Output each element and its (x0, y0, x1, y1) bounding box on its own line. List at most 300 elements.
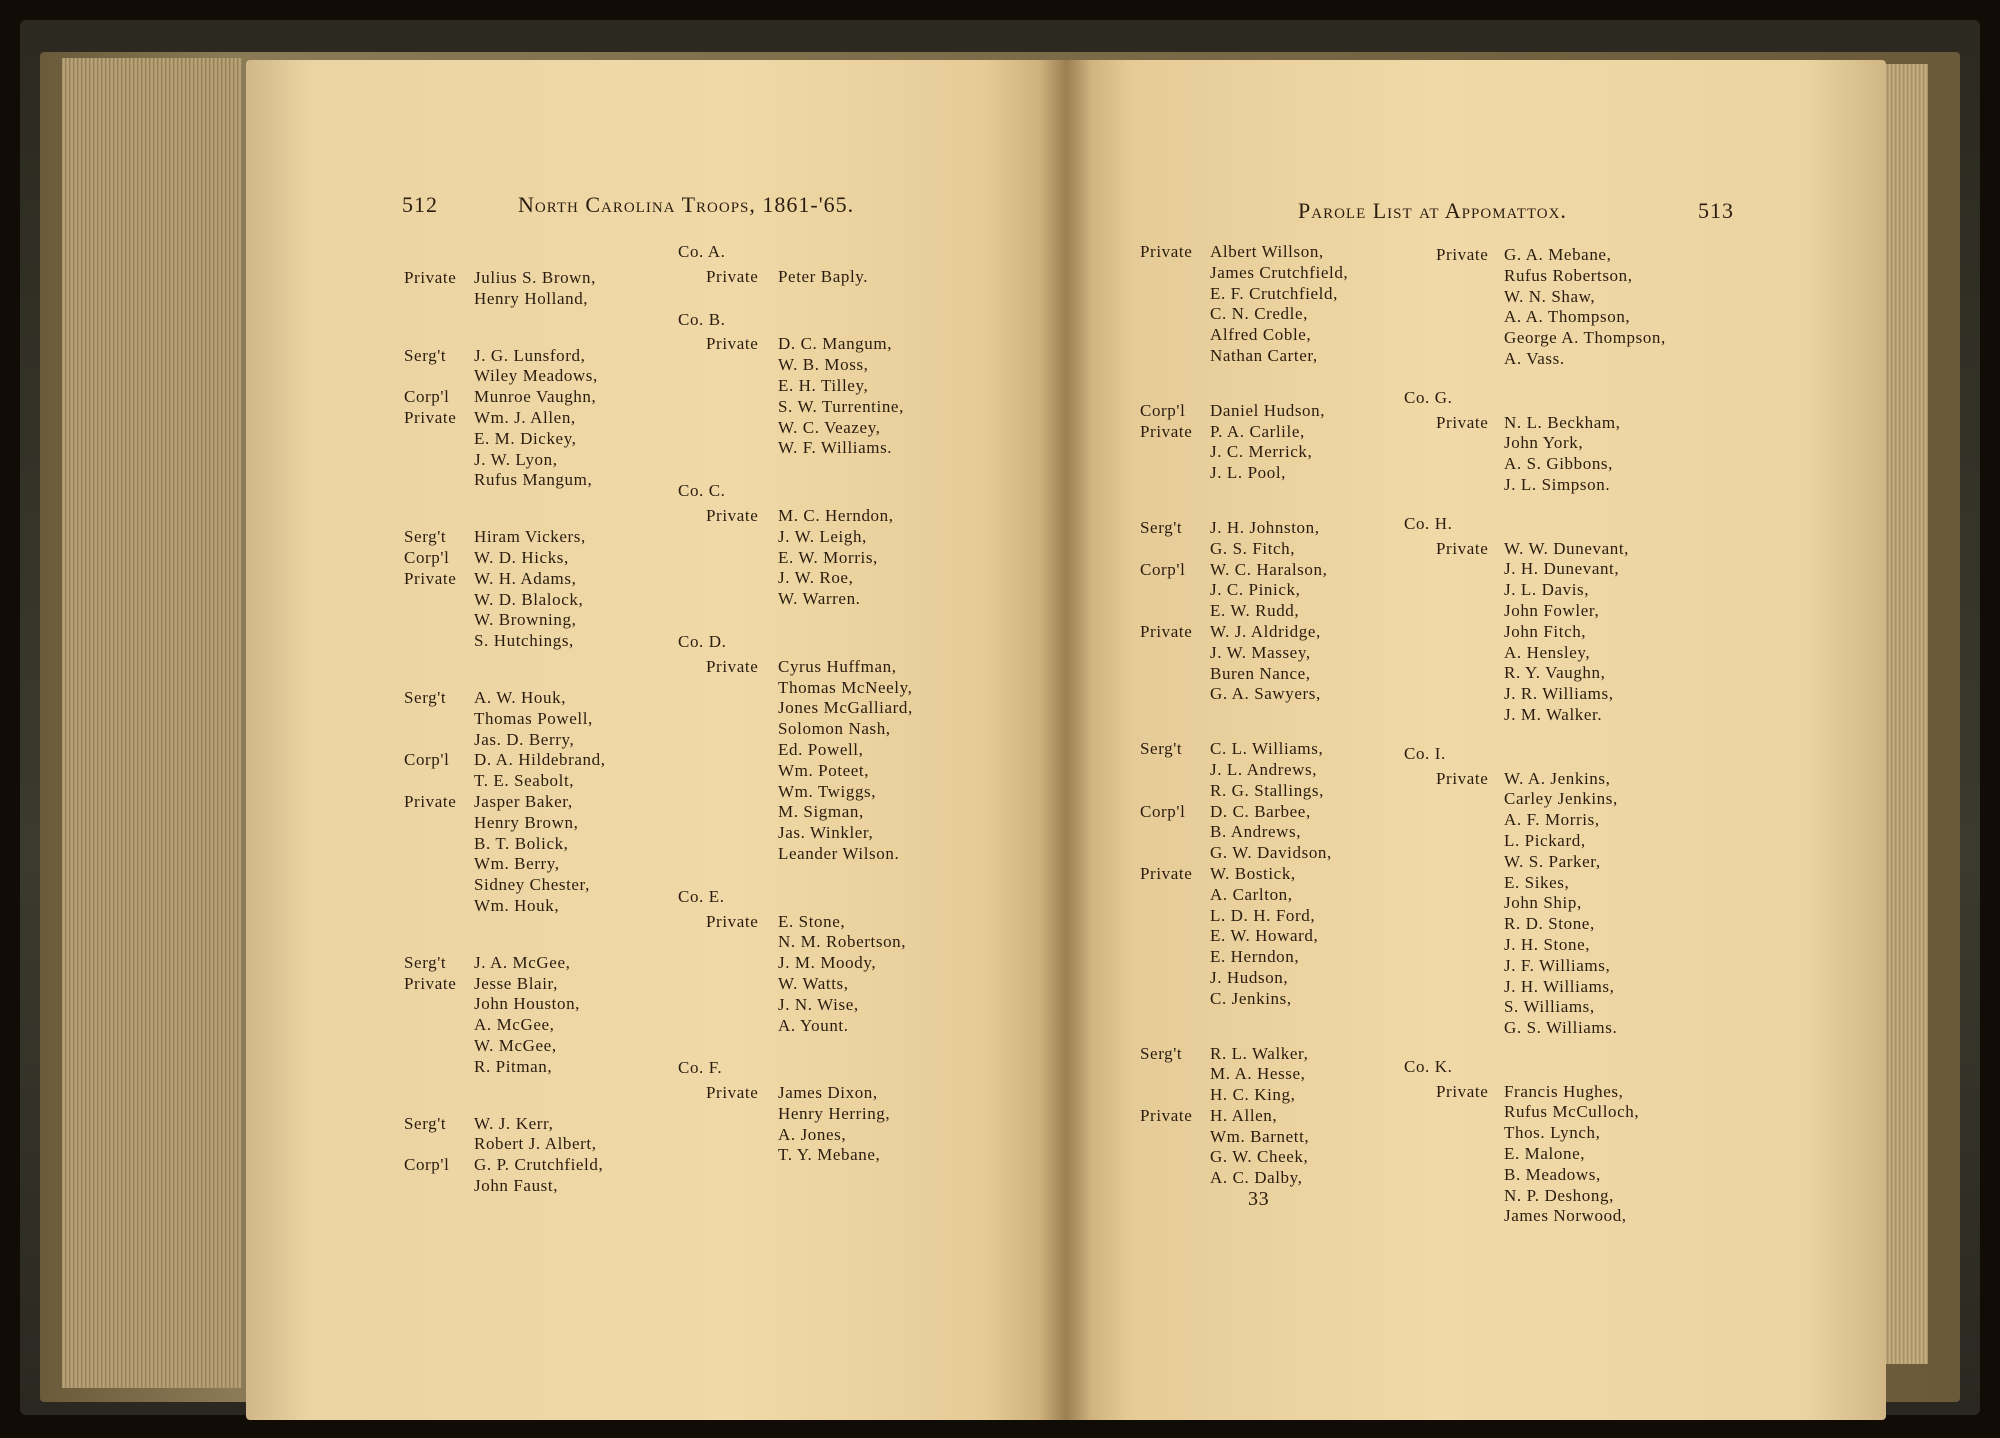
roster-entry (404, 366, 664, 387)
roster-entry (404, 854, 664, 875)
roster-entry (1436, 328, 1724, 349)
soldier-name: P. A. Carlile, (1210, 421, 1305, 441)
soldier-name: Jesse Blair, (474, 973, 558, 993)
soldier-name: Solomon Nash, (778, 719, 891, 739)
soldier-name: Ed. Powell, (778, 739, 864, 759)
soldier-name: E. F. Crutchfield, (1210, 283, 1338, 303)
roster-entry (404, 610, 664, 631)
soldier-name: A. Carlton, (1210, 884, 1293, 904)
soldier-name: M. A. Hesse, (1210, 1064, 1306, 1084)
roster-entry (404, 1015, 664, 1036)
soldier-name: G. S. Fitch, (1210, 538, 1296, 558)
soldier-name: Sidney Chester, (474, 875, 590, 895)
roster-entry (1140, 1106, 1410, 1127)
roster-entry (1436, 935, 1724, 956)
rank-label: Private (1140, 621, 1193, 641)
roster-entry (1140, 1044, 1410, 1065)
soldier-name: W. H. Adams, (474, 568, 577, 588)
company-section (678, 310, 958, 460)
roster-entry (1436, 663, 1724, 684)
soldier-name: Munroe Vaughn, (474, 387, 597, 407)
roster-entry (1436, 997, 1724, 1018)
roster-entry (404, 268, 664, 289)
soldier-name: John Ship, (1504, 893, 1582, 913)
soldier-name: W. Browning, (474, 610, 577, 630)
roster-entry (404, 569, 664, 590)
roster-entry (706, 334, 958, 355)
roster-entry (706, 844, 958, 865)
soldier-name: James Crutchfield, (1210, 262, 1349, 282)
roster-entry (706, 932, 958, 953)
soldier-name: Wm. Poteet, (778, 760, 870, 780)
soldier-name: Thos. Lynch, (1504, 1123, 1601, 1143)
roster-entry (706, 740, 958, 761)
roster-group (404, 527, 664, 652)
roster-entry (1436, 1206, 1724, 1227)
soldier-name: J. H. Williams, (1504, 976, 1615, 996)
roster-entry (1140, 580, 1410, 601)
soldier-name: Jasper Baker, (474, 791, 573, 811)
soldier-name: B. Meadows, (1504, 1164, 1601, 1184)
soldier-name: N. P. Deshong, (1504, 1185, 1614, 1205)
roster-entry (404, 527, 664, 548)
roster-entry (706, 995, 958, 1016)
roster-entry (1436, 307, 1724, 328)
soldier-name: Jas. Winkler, (778, 823, 874, 843)
soldier-name: G. A. Mebane, (1504, 245, 1612, 264)
soldier-name: Cyrus Huffman, (778, 656, 897, 676)
roster-entry (1436, 831, 1724, 852)
soldier-name: J. L. Pool, (1210, 463, 1287, 483)
soldier-name: Rufus Robertson, (1504, 265, 1633, 285)
soldier-name: W. A. Jenkins, (1504, 768, 1611, 788)
soldier-name: G. S. Williams. (1504, 1018, 1618, 1038)
soldier-name: B. T. Bolick, (474, 833, 569, 853)
rank-label: Corp'l (1140, 559, 1186, 579)
roster-entry (404, 896, 664, 917)
soldier-name: Jas. D. Berry, (474, 729, 575, 749)
soldier-name: Hiram Vickers, (474, 527, 586, 547)
soldier-name: W. McGee, (474, 1035, 557, 1055)
roster-entry (1140, 242, 1410, 263)
soldier-name: Robert J. Albert, (474, 1134, 597, 1154)
roster-entry (1436, 769, 1724, 790)
roster-entry (1140, 822, 1410, 843)
company-heading: Co. B. (678, 309, 726, 329)
roster-entry (404, 470, 664, 491)
soldier-name: Jones McGalliard, (778, 698, 913, 718)
roster-entry (404, 1114, 664, 1135)
rank-label: Private (706, 656, 759, 676)
soldier-name: W. W. Dunevant, (1504, 538, 1630, 558)
soldier-name: W. N. Shaw, (1504, 286, 1596, 306)
soldier-name: C. L. Williams, (1210, 739, 1324, 759)
soldier-name: Wm. J. Allen, (474, 407, 576, 427)
soldier-name: R. Y. Vaughn, (1504, 663, 1606, 683)
roster-entry (404, 953, 664, 974)
roster-entry (1140, 1085, 1410, 1106)
roster-entry (706, 548, 958, 569)
roster-entry (1140, 1127, 1410, 1148)
soldier-name: Francis Hughes, (1504, 1081, 1624, 1101)
roster-entry (706, 589, 958, 610)
company-heading: Co. D. (678, 631, 727, 651)
roster-entry (404, 750, 664, 771)
soldier-name: Carley Jenkins, (1504, 789, 1618, 809)
roster-entry (706, 568, 958, 589)
roster-entry (1436, 977, 1724, 998)
roster-entry (1436, 287, 1724, 308)
company-heading: Co. G. (1404, 387, 1453, 407)
roster-entry (1436, 789, 1724, 810)
roster-entry (1140, 947, 1410, 968)
soldier-name: C. Jenkins, (1210, 988, 1292, 1008)
roster-entry (1436, 601, 1724, 622)
rank-label: Private (706, 505, 759, 525)
soldier-name: W. C. Haralson, (1210, 559, 1328, 579)
roster-entry (1436, 475, 1724, 496)
soldier-name: J. R. Williams, (1504, 684, 1614, 704)
soldier-name: J. H. Dunevant, (1504, 559, 1620, 579)
soldier-name: W. Warren. (778, 589, 861, 609)
roster-entry (1140, 906, 1410, 927)
roster-entry (706, 1125, 958, 1146)
roster-entry (706, 678, 958, 699)
company-section (678, 887, 958, 1037)
roster-entry (1140, 518, 1410, 539)
rank-label: Corp'l (404, 387, 450, 407)
roster-entry (1140, 622, 1410, 643)
soldier-name: Thomas McNeely, (778, 677, 913, 697)
soldier-name: J. H. Stone, (1504, 934, 1591, 954)
rank-label: Corp'l (404, 750, 450, 770)
soldier-name: G. W. Davidson, (1210, 843, 1332, 863)
soldier-name: H. C. King, (1210, 1085, 1296, 1105)
rank-label: Serg't (1140, 517, 1183, 537)
soldier-name: E. Stone, (778, 911, 846, 931)
company-heading: Co. H. (1404, 513, 1453, 533)
soldier-name: A. Hensley, (1504, 642, 1591, 662)
soldier-name: Wm. Barnett, (1210, 1126, 1310, 1146)
soldier-name: Buren Nance, (1210, 663, 1311, 683)
rank-label: Corp'l (1140, 400, 1186, 420)
soldier-name: John Fowler, (1504, 600, 1600, 620)
roster-entry (706, 912, 958, 933)
roster-entry (1140, 843, 1410, 864)
signature-mark: 33 (1248, 1188, 1270, 1210)
roster-entry (404, 792, 664, 813)
roster-entry (1436, 622, 1724, 643)
roster-entry (706, 782, 958, 803)
soldier-name: E. W. Morris, (778, 547, 878, 567)
roster-entry (706, 698, 958, 719)
soldier-name: N. L. Beckham, (1504, 412, 1621, 432)
company-section (678, 632, 958, 865)
soldier-name: T. E. Seabolt, (474, 771, 575, 791)
roster-entry (1436, 1165, 1724, 1186)
rank-label: Private (404, 973, 457, 993)
soldier-name: R. D. Stone, (1504, 914, 1595, 934)
roster-entry (706, 506, 958, 527)
roster-entry (404, 834, 664, 855)
roster-entry (706, 1104, 958, 1125)
roster-entry (706, 823, 958, 844)
soldier-name: W. D. Hicks, (474, 547, 569, 567)
roster-entry (1436, 643, 1724, 664)
soldier-name: Wiley Meadows, (474, 366, 598, 386)
roster-entry (1140, 781, 1410, 802)
roster-entry (1436, 266, 1724, 287)
roster-entry (404, 813, 664, 834)
soldier-name: J. L. Andrews, (1210, 759, 1318, 779)
roster-entry (1140, 968, 1410, 989)
page-edges-left (62, 58, 242, 1388)
roster-entry (706, 438, 958, 459)
roster-entry (1436, 539, 1724, 560)
page-number: 513 (1698, 198, 1734, 223)
soldier-name: W. Bostick, (1210, 863, 1296, 883)
soldier-name: J. F. Williams, (1504, 955, 1611, 975)
soldier-name: Henry Brown, (474, 812, 579, 832)
soldier-name: M. C. Herndon, (778, 505, 894, 525)
rank-label: Serg't (1140, 1043, 1183, 1063)
roster-entry (706, 802, 958, 823)
soldier-name: C. N. Credle, (1210, 304, 1308, 324)
soldier-name: E. Malone, (1504, 1144, 1586, 1164)
soldier-name: R. Pitman, (474, 1056, 553, 1076)
roster-entry (1140, 684, 1410, 705)
right-page (1066, 60, 1886, 1420)
roster-entry (1140, 539, 1410, 560)
soldier-name: N. M. Robertson, (778, 932, 907, 952)
soldier-name: J. W. Massey, (1210, 642, 1311, 662)
soldier-name: S. Williams, (1504, 997, 1595, 1017)
soldier-name: John Fitch, (1504, 621, 1587, 641)
roster-entry (1436, 684, 1724, 705)
soldier-name: J. L. Davis, (1504, 580, 1590, 600)
roster-entry (1436, 1082, 1724, 1103)
rank-label: Private (1436, 412, 1489, 432)
roster-entry (1140, 1147, 1410, 1168)
soldier-name: Henry Holland, (474, 288, 589, 308)
company-section (678, 242, 958, 288)
roster-group (404, 688, 664, 917)
roster-entry (1140, 263, 1410, 284)
roster-entry (1436, 1123, 1724, 1144)
rank-label: Corp'l (1140, 801, 1186, 821)
soldier-name: J. A. McGee, (474, 952, 571, 972)
soldier-name: J. G. Lunsford, (474, 345, 586, 365)
roster-entry (404, 408, 664, 429)
rank-label: Private (1140, 421, 1193, 441)
roster-entry (1436, 893, 1724, 914)
roster-entry (404, 771, 664, 792)
company-section (1404, 744, 1724, 1039)
rank-label: Private (1436, 538, 1489, 558)
soldier-name: E. Sikes, (1504, 872, 1570, 892)
roster-entry (404, 1176, 664, 1197)
soldier-name: A. W. Houk, (474, 687, 567, 707)
soldier-name: D. A. Hildebrand, (474, 750, 606, 770)
roster-entry (1140, 401, 1410, 422)
soldier-name: A. S. Gibbons, (1504, 454, 1613, 474)
roster-entry (706, 657, 958, 678)
roster-entry (1140, 664, 1410, 685)
soldier-name: A. Vass. (1504, 348, 1565, 368)
soldier-name: J. C. Pinick, (1210, 580, 1301, 600)
running-head: North Carolina Troops, 1861-'65. (518, 192, 855, 217)
soldier-name: L. D. H. Ford, (1210, 905, 1316, 925)
roster-entry (1436, 914, 1724, 935)
rank-label: Private (706, 266, 759, 286)
rank-label: Serg't (404, 345, 447, 365)
soldier-name: Julius S. Brown, (474, 268, 597, 287)
roster-entry (1140, 643, 1410, 664)
rank-label: Corp'l (404, 547, 450, 567)
roster-group (404, 1114, 664, 1197)
soldier-name: S. Hutchings, (474, 631, 574, 651)
soldier-name: John Faust, (474, 1175, 559, 1195)
soldier-name: B. Andrews, (1210, 822, 1302, 842)
company-section (678, 481, 958, 610)
soldier-name: J. M. Moody, (778, 953, 877, 973)
rank-label: Private (706, 1083, 759, 1103)
roster-entry (1436, 810, 1724, 831)
rank-label: Private (404, 568, 457, 588)
roster-entry (1140, 760, 1410, 781)
soldier-name: A. Jones, (778, 1124, 847, 1144)
soldier-name: Henry Herring, (778, 1103, 891, 1123)
roster-entry (1140, 463, 1410, 484)
roster-entry (1436, 413, 1724, 434)
roster-group (1140, 1044, 1410, 1190)
roster-entry (404, 1134, 664, 1155)
soldier-name: S. W. Turrentine, (778, 396, 904, 416)
soldier-name: James Dixon, (778, 1083, 878, 1103)
roster-entry (404, 688, 664, 709)
soldier-name: W. Watts, (778, 973, 849, 993)
company-heading: Co. F. (678, 1058, 723, 1078)
soldier-name: G. P. Crutchfield, (474, 1155, 604, 1175)
soldier-name: D. C. Barbee, (1210, 801, 1311, 821)
soldier-name: J. M. Walker. (1504, 704, 1603, 724)
company-section (678, 1058, 958, 1166)
roster-entry (1436, 559, 1724, 580)
roster-entry (1140, 989, 1410, 1010)
company-section (1404, 1057, 1724, 1227)
soldier-name: W. S. Parker, (1504, 851, 1601, 871)
roster-entry (1436, 852, 1724, 873)
rank-label: Serg't (404, 952, 447, 972)
company-heading: Co. E. (678, 886, 725, 906)
rank-label: Serg't (1140, 739, 1183, 759)
soldier-name: W. B. Moss, (778, 355, 869, 375)
soldier-name: J. W. Roe, (778, 568, 854, 588)
company-heading: Co. I. (1404, 743, 1446, 763)
company-section (1404, 245, 1724, 370)
roster-entry (404, 1057, 664, 1078)
roster-entry (706, 267, 958, 288)
soldier-name: Albert Willson, (1210, 242, 1324, 261)
soldier-name: M. Sigman, (778, 802, 864, 822)
roster-group (1140, 518, 1410, 705)
rank-label: Corp'l (404, 1155, 450, 1175)
soldier-name: J. N. Wise, (778, 994, 859, 1014)
roster-entry (1140, 1168, 1410, 1189)
soldier-name: James Norwood, (1504, 1206, 1627, 1226)
roster-column-left (1140, 242, 1410, 1189)
roster-entry (404, 709, 664, 730)
page-number: 512 (402, 192, 438, 217)
soldier-name: A. Yount. (778, 1015, 849, 1035)
rank-label: Private (404, 791, 457, 811)
roster-entry (706, 1083, 958, 1104)
roster-group (404, 346, 664, 492)
roster-entry (706, 974, 958, 995)
soldier-name: E. Herndon, (1210, 947, 1300, 967)
roster-entry (706, 397, 958, 418)
roster-entry (1436, 454, 1724, 475)
rank-label: Private (706, 334, 759, 354)
roster-entry (404, 548, 664, 569)
roster-entry (1140, 346, 1410, 367)
roster-entry (1140, 304, 1410, 325)
soldier-name: L. Pickard, (1504, 830, 1586, 850)
roster-entry (706, 418, 958, 439)
soldier-name: E. M. Dickey, (474, 428, 577, 448)
soldier-name: W. F. Williams. (778, 438, 893, 458)
soldier-name: Rufus McCulloch, (1504, 1102, 1640, 1122)
soldier-name: A. C. Dalby, (1210, 1168, 1303, 1188)
rank-label: Private (404, 407, 457, 427)
rank-label: Private (1140, 863, 1193, 883)
roster-entry (1140, 422, 1410, 443)
left-page (246, 60, 1066, 1420)
soldier-name: John Houston, (474, 994, 581, 1014)
roster-entry (1140, 284, 1410, 305)
company-heading: Co. K. (1404, 1056, 1453, 1076)
rank-label: Private (404, 268, 457, 287)
roster-group (1140, 739, 1410, 1009)
soldier-name: John York, (1504, 433, 1584, 453)
roster-entry (1140, 885, 1410, 906)
soldier-name: Thomas Powell, (474, 708, 593, 728)
soldier-name: J. W. Lyon, (474, 449, 558, 469)
roster-column-left (404, 268, 664, 1197)
roster-group (404, 268, 664, 310)
roster-entry (1436, 433, 1724, 454)
soldier-name: E. W. Rudd, (1210, 601, 1300, 621)
roster-entry (404, 875, 664, 896)
soldier-name: Alfred Coble, (1210, 325, 1312, 345)
soldier-name: Nathan Carter, (1210, 345, 1318, 365)
roster-entry (1436, 1186, 1724, 1207)
rank-label: Serg't (404, 687, 447, 707)
roster-entry (1436, 580, 1724, 601)
soldier-name: Peter Baply. (778, 266, 869, 286)
roster-entry (1140, 1064, 1410, 1085)
roster-entry (1140, 442, 1410, 463)
soldier-name: E. H. Tilley, (778, 375, 869, 395)
soldier-name: J. W. Leigh, (778, 526, 867, 546)
soldier-name: W. J. Kerr, (474, 1113, 554, 1133)
roster-entry (404, 289, 664, 310)
roster-entry (404, 450, 664, 471)
roster-entry (1436, 873, 1724, 894)
roster-group (1140, 401, 1410, 484)
company-section (1404, 514, 1724, 726)
soldier-name: Daniel Hudson, (1210, 400, 1326, 420)
